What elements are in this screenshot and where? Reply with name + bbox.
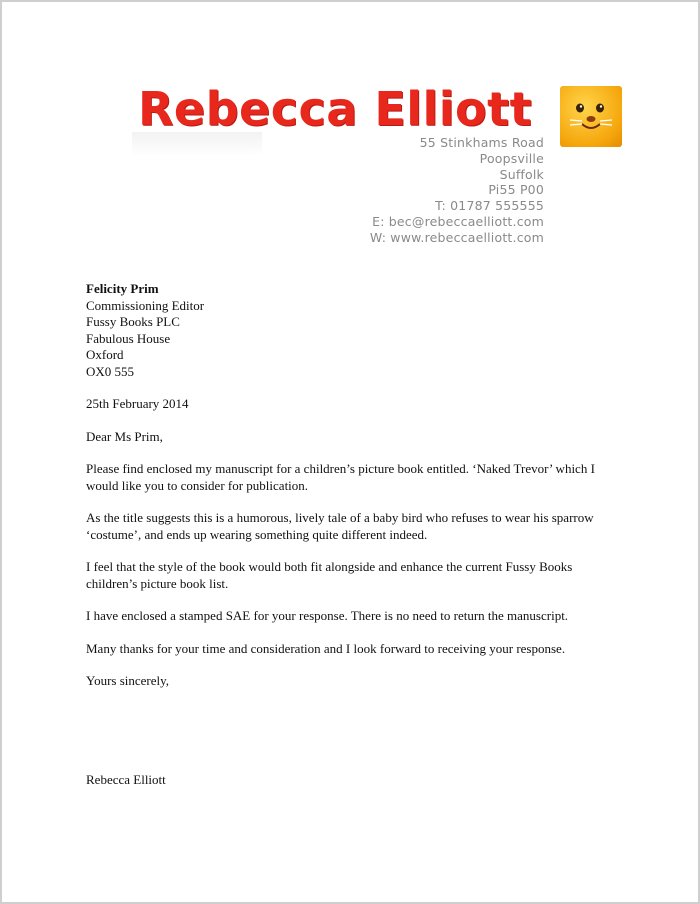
address-line: Suffolk <box>499 166 544 182</box>
address-line: Poopsville <box>479 150 544 166</box>
recipient-address <box>86 281 606 380</box>
paragraph: Please find enclosed my manuscript for a children’s picture book entitled. ‘Naked Trevor’ which I would like you to consider for publication. <box>86 461 595 493</box>
paragraph: As the title suggests this is a humorous, lively tale of a baby bird who refuses to wear his sparrow ‘costume’, and ends up wearing something quite different indeed. <box>86 510 594 542</box>
recipient-line: Fabulous House <box>86 330 171 346</box>
letter-body <box>86 281 606 788</box>
closing: Yours sincerely, <box>86 673 170 688</box>
paragraph: I have enclosed a stamped SAE for your response. There is no need to return the manuscript. <box>86 608 569 623</box>
letterhead-name: Rebecca Elliott <box>138 82 533 136</box>
recipient-line: Oxford <box>86 347 124 362</box>
recipient-name: Felicity Prim <box>86 281 159 296</box>
address-line: 55 Stinkhams Road <box>419 135 544 150</box>
phone-line: T: 01787 555555 <box>435 198 544 214</box>
web-line: W: www.rebeccaelliott.com <box>369 229 544 245</box>
address-line: Pi55 P00 <box>488 182 544 198</box>
recipient-line: Commissioning Editor <box>86 297 205 313</box>
recipient-line: OX0 555 <box>86 363 135 379</box>
email-line: E: bec@rebeccaelliott.com <box>372 213 544 229</box>
signature-name: Rebecca Elliott <box>86 771 166 787</box>
salutation: Dear Ms Prim, <box>86 428 163 444</box>
recipient-line: Fussy Books PLC <box>86 314 180 329</box>
letter-date: 25th February 2014 <box>86 396 189 411</box>
paragraph: I feel that the style of the book would both fit alongside and enhance the current Fussy Books children’s picture book list. <box>86 559 573 591</box>
contact-details <box>370 135 544 246</box>
cartoon-face-icon <box>560 86 622 147</box>
paragraph: Many thanks for your time and consideration and I look forward to receiving your response. <box>86 640 566 656</box>
